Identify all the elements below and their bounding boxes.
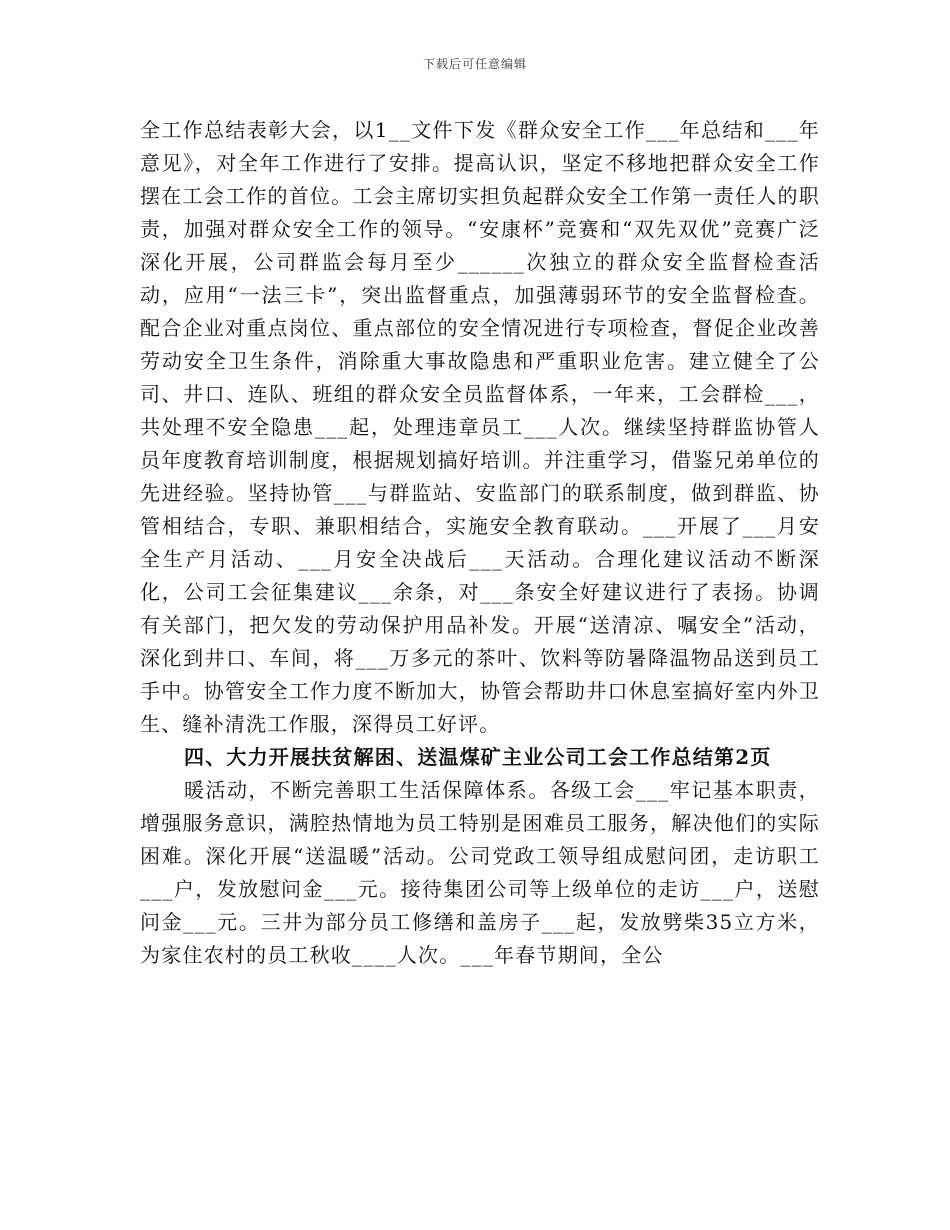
section-heading: 四、大力开展扶贫解困、送温煤矿主业公司工会工作总结第2页	[184, 745, 772, 769]
document-body	[140, 114, 820, 972]
page-header: 下载后可任意编辑	[422, 57, 527, 71]
paragraph-safety-work: 全工作总结表彰大会，以1__文件下发《群众安全工作___年总结和___年意见》，对全年工作进行了安排。提高认识，坚定不移地把群众安全工作摆在工会工作的首位。工会主席切实担负起群众安全工作第一责任人的职责，加强对群众安全工作的领导。“安康杯”竞赛和“双先双优”竞赛广泛深化开展，公司群监会每月至少______次独立的群众安全监督检查活动，应用“一法三卡”，突出监督重点，加强薄弱环节的安全监督检查。配合企业对重点岗位、重点部位的安全情况进行专项检查，督促企业改善劳动安全卫生条件，消除重大事故隐患和严重职业危害。建立健全了公司、井口、连队、班组的群众安全员监督体系，一年来，工会群检___，共处理不安全隐患___起，处理违章员工___人次。继续坚持群监协管人员年度教育培训制度，根据规划搞好培训。并注重学习，借鉴兄弟单位的先进经验。坚持协管___与群监站、安监部门的联系制度，做到群监、协管相结合，专职、兼职相结合，实施安全教育联动。___开展了___月安全生产月活动、___月安全决战后___天活动。合理化建议活动不断深化，公司工会征集建议___余条，对___条安全好建议进行了表扬。协调有关部门，把欠发的劳动保护用品补发。开展“送清凉、嘱安全”活动，深化到井口、车间，将___万多元的茶叶、饮料等防暑降温物品送到员工手中。协管安全工作力度不断加大，协管会帮助井口休息室搞好室内外卫生、缝补清洗工作服，深得员工好评。	[140, 118, 820, 736]
paragraph-poverty-relief: 暖活动，不断完善职工生活保障体系。各级工会___牢记基本职责，增强服务意识，满腔热情地为员工特别是困难员工服务，解决他们的实际困难。深化开展“送温暖”活动。公司党政工领导组成慰问团，走访职工___户，发放慰问金___元。接待集团公司等上级单位的走访___户，送慰问金___元。三井为部分员工修缮和盖房子___起，发放劈柴35立方米，为家住农村的员工秋收____人次。___年春节期间，全公	[140, 778, 820, 967]
